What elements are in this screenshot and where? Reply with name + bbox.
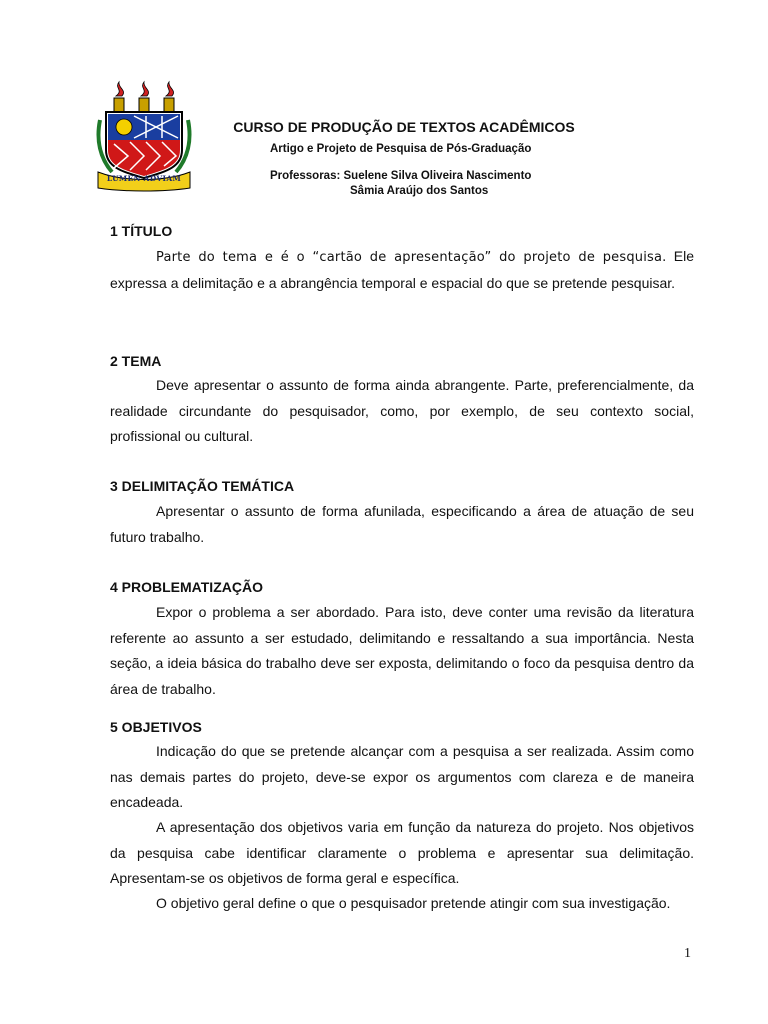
paragraph-text: Parte do tema e é o “cartão de apresentação” do projeto de pesquisa. [156, 250, 667, 265]
paragraph-text: O objetivo geral define o que o pesquisador pretende atingir com sua investigação. [156, 895, 671, 911]
paragraph-text: Ele expressa a delimitação e a abrangência temporal e espacial do que se pretende pesquisar. [110, 248, 694, 291]
page-number: 1 [684, 946, 691, 961]
torch-icon [114, 82, 174, 112]
professors-line-2: Sâmia Araújo dos Santos [350, 185, 489, 197]
logo-motto: LUMEN ADVIAM [106, 174, 182, 183]
section-paragraph-objetivos-3 [110, 891, 694, 917]
section-paragraph-tema [110, 373, 694, 450]
university-crest-logo [94, 80, 194, 192]
section-paragraph-problematizacao [110, 600, 694, 702]
paragraph-text: A apresentação dos objetivos varia em função da natureza do projeto. Nos objetivos da pesquisa cabe identificar claramente o problema e apresentar sua delimitação. Apresentam-se os objetivos de forma geral e específica. [110, 819, 694, 886]
paragraph-text: Expor o problema a ser abordado. Para isto, deve conter uma revisão da literatura referente ao assunto a ser estudado, delimitando e ressaltando a sua importância. Nesta seção, a ideia básica do trabalho deve ser exposta, delimitando o foco da pesquisa dentro da área de trabalho. [110, 604, 694, 697]
section-paragraph-objetivos-1 [110, 739, 694, 816]
section-heading-objetivos: 5 OBJETIVOS [110, 719, 202, 735]
paragraph-text: Deve apresentar o assunto de forma ainda abrangente. Parte, preferencialmente, da realidade circundante do pesquisador, como, por exemplo, de seu contexto social, profissional ou cultural. [110, 377, 694, 444]
professors-line-1: Professoras: Suelene Silva Oliveira Nascimento [270, 170, 532, 182]
section-paragraph-titulo [110, 244, 694, 296]
section-heading-titulo: 1 TÍTULO [110, 223, 173, 239]
paragraph-text: Apresentar o assunto de forma afunilada, especificando a área de atuação de seu futuro trabalho. [110, 503, 694, 545]
section-heading-problematizacao: 4 PROBLEMATIZAÇÃO [110, 579, 263, 595]
section-heading-tema: 2 TEMA [110, 353, 162, 369]
section-heading-delimitacao: 3 DELIMITAÇÃO TEMÁTICA [110, 478, 295, 494]
course-subtitle: Artigo e Projeto de Pesquisa de Pós-Graduação [270, 143, 532, 155]
course-title: CURSO DE PRODUÇÃO DE TEXTOS ACADÊMICOS [233, 119, 575, 135]
section-paragraph-delimitacao [110, 499, 694, 550]
section-paragraph-objetivos-2 [110, 815, 694, 892]
paragraph-text: Indicação do que se pretende alcançar com a pesquisa a ser realizada. Assim como nas demais partes do projeto, deve-se expor os argumentos com clareza e de maneira encadeada. [110, 743, 694, 810]
